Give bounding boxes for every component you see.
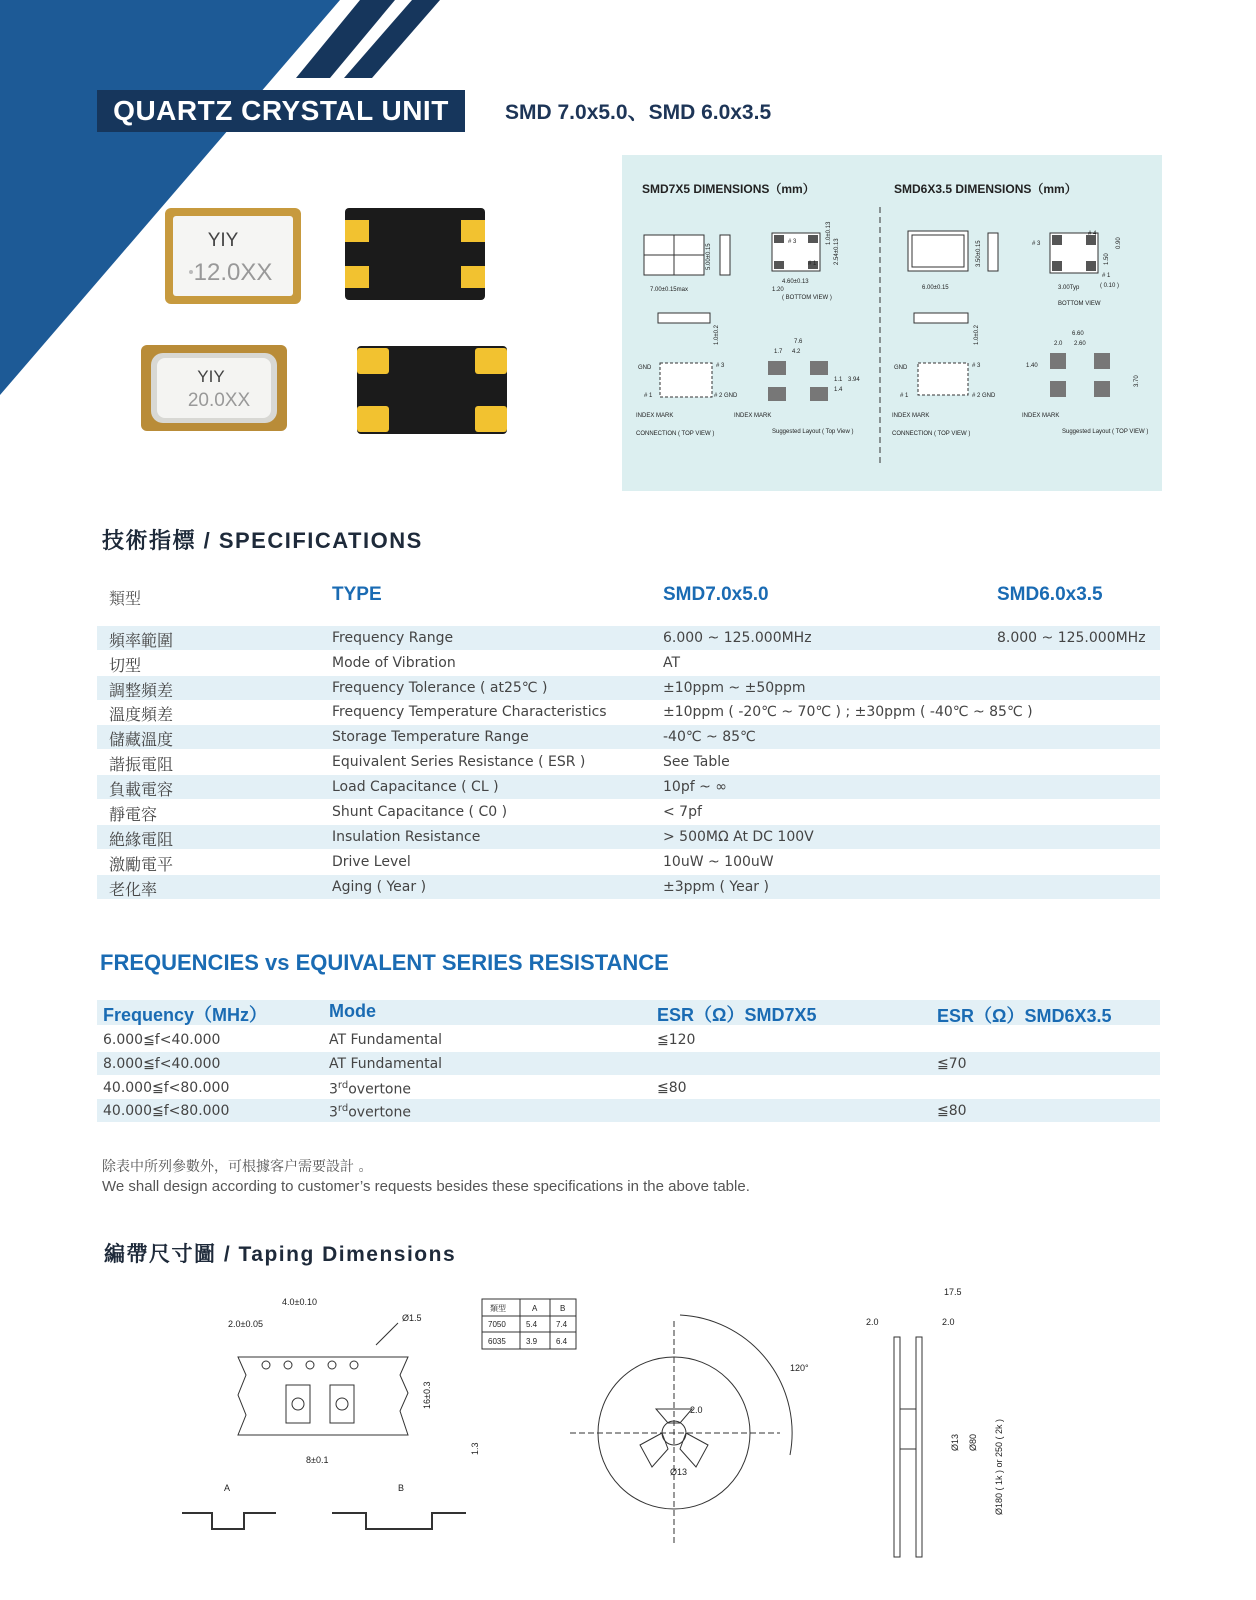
svg-text:2.0: 2.0 — [942, 1317, 955, 1327]
spec-row: 靜電容 Shunt Capacitance ( C0 ) < 7pf — [109, 804, 702, 824]
svg-text:B: B — [560, 1304, 566, 1313]
esr-row: 40.000≦f<80.000 3rdovertone ≦80 — [97, 1099, 1160, 1122]
svg-text:1.3: 1.3 — [470, 1442, 480, 1455]
spec-row: 絶緣電阻 Insulation Resistance > 500MΩ At DC 100V — [97, 825, 1160, 849]
esr-heading: FREQUENCIES vs EQUIVALENT SERIES RESISTANCE — [100, 950, 669, 975]
spec-row: 激勵電平 Drive Level 10uW ~ 100uW — [109, 854, 774, 874]
dim-right-title: SMD6X3.5 DIMENSIONS（mm） — [894, 182, 1077, 196]
svg-text:5.4: 5.4 — [526, 1320, 538, 1329]
svg-text:# 3: # 3 — [972, 363, 981, 369]
svg-text:CONNECTION ( TOP VIEW ): CONNECTION ( TOP VIEW ) — [636, 431, 715, 437]
svg-text:6035: 6035 — [488, 1337, 506, 1346]
svg-text:# 1: # 1 — [644, 393, 653, 399]
esr-header-row — [97, 1000, 1160, 1025]
svg-text:A: A — [224, 1483, 231, 1493]
page-subtitle: SMD 7.0x5.0、SMD 6.0x3.5 — [505, 101, 772, 124]
freq-label-1: 12.0XX — [193, 259, 273, 286]
svg-text:# 2 GND: # 2 GND — [714, 393, 738, 399]
spec-header-cn: 類型 — [109, 589, 142, 608]
svg-text:Suggested Layout ( Top View ): Suggested Layout ( Top View ) — [772, 429, 854, 435]
svg-text:1.0±0.13: 1.0±0.13 — [826, 221, 832, 245]
tape-cross-sections — [182, 1442, 480, 1529]
note-en: We shall design according to customer’s requests besides these specifications in the above table. — [102, 1178, 750, 1195]
page-title: QUARTZ CRYSTAL UNIT — [97, 90, 465, 132]
dim-left-title: SMD7X5 DIMENSIONS（mm） — [642, 182, 815, 196]
svg-text:GND: GND — [894, 365, 908, 371]
svg-text:GND: GND — [638, 365, 652, 371]
svg-text:# 3: # 3 — [1032, 241, 1041, 247]
brand-label-1: YIY — [207, 230, 239, 251]
reel-front-view — [570, 1315, 809, 1545]
spec-row: 頻率範圍 Frequency Range 6.000 ~ 125.000MHz 8.000 ~ 125.000MHz — [97, 626, 1160, 650]
svg-text:類型: 類型 — [490, 1304, 506, 1313]
svg-text:INDEX MARK: INDEX MARK — [636, 413, 674, 419]
dimensions-panel — [622, 155, 1162, 491]
esr-row: 8.000≦f<40.000 AT Fundamental ≦70 — [97, 1052, 1160, 1075]
svg-text:0.90: 0.90 — [1116, 237, 1122, 249]
crystal-top-view-2 — [141, 345, 287, 431]
spec-row: 老化率 Aging ( Year ) ±3ppm ( Year ) — [97, 875, 1160, 899]
svg-text:CONNECTION ( TOP VIEW ): CONNECTION ( TOP VIEW ) — [892, 431, 971, 437]
svg-text:2.60: 2.60 — [1074, 341, 1086, 347]
spec-row: 儲藏溫度 Storage Temperature Range -40℃ ~ 85℃ — [97, 725, 1160, 749]
svg-text:1.7: 1.7 — [774, 349, 783, 355]
svg-text:Ø1.5: Ø1.5 — [402, 1313, 422, 1323]
spec-header-smd6035: SMD6.0x3.5 — [997, 584, 1103, 605]
spec-row: 諧振電阻 Equivalent Series Resistance ( ESR ) See Table — [109, 754, 730, 774]
spec-header-smd7050: SMD7.0x5.0 — [663, 584, 769, 605]
svg-text:B: B — [398, 1483, 405, 1493]
freq-label-2: 20.0XX — [187, 390, 251, 411]
svg-text:2.0: 2.0 — [866, 1317, 879, 1327]
esr-col-mode: Mode — [329, 1001, 376, 1021]
specifications-heading: 技術指標 / SPECIFICATIONS — [102, 528, 423, 553]
svg-text:INDEX MARK: INDEX MARK — [734, 413, 772, 419]
svg-text:3.00Typ: 3.00Typ — [1058, 285, 1080, 291]
svg-text:7050: 7050 — [488, 1320, 506, 1329]
svg-text:# 3: # 3 — [716, 363, 725, 369]
svg-text:7.6: 7.6 — [794, 339, 803, 345]
esr-col-smd6x35: ESR（Ω）SMD6X3.5 — [937, 1006, 1112, 1026]
svg-text:3.50±0.15: 3.50±0.15 — [976, 240, 982, 267]
svg-text:Ø13: Ø13 — [950, 1433, 960, 1451]
svg-text:# 3: # 3 — [788, 239, 797, 245]
spec-header-type: TYPE — [332, 584, 382, 605]
svg-text:7.4: 7.4 — [556, 1320, 568, 1329]
svg-text:7.00±0.15max: 7.00±0.15max — [650, 287, 688, 293]
svg-text:INDEX MARK: INDEX MARK — [1022, 413, 1060, 419]
reel-side-view — [866, 1287, 1004, 1557]
esr-col-smd7x5: ESR（Ω）SMD7X5 — [657, 1005, 817, 1025]
product-photos — [135, 200, 535, 450]
svg-text:1.1: 1.1 — [834, 377, 843, 383]
svg-text:Suggested Layout ( TOP VIEW ): Suggested Layout ( TOP VIEW ) — [1062, 429, 1149, 435]
svg-text:1.40: 1.40 — [1026, 363, 1038, 369]
svg-text:# 1: # 1 — [808, 261, 817, 267]
taping-diagram — [180, 1285, 1040, 1585]
svg-text:INDEX MARK: INDEX MARK — [892, 413, 930, 419]
svg-text:8±0.1: 8±0.1 — [306, 1455, 329, 1465]
svg-text:4.2: 4.2 — [792, 349, 801, 355]
svg-text:5.00±0.15: 5.00±0.15 — [706, 243, 712, 270]
svg-text:4.60±0.13: 4.60±0.13 — [782, 279, 809, 285]
esr-row: 6.000≦f<40.000 AT Fundamental ≦120 — [103, 1032, 696, 1048]
svg-text:BOTTOM VIEW: BOTTOM VIEW — [1058, 301, 1101, 307]
svg-text:2.0±0.05: 2.0±0.05 — [228, 1319, 263, 1329]
svg-text:# 4: # 4 — [1088, 231, 1097, 237]
svg-text:1.0±0.2: 1.0±0.2 — [974, 325, 980, 345]
svg-text:1.0±0.2: 1.0±0.2 — [714, 325, 720, 345]
spec-row: 切型 Mode of Vibration AT — [109, 655, 681, 675]
svg-text:6.00±0.15: 6.00±0.15 — [922, 285, 949, 291]
svg-text:6.60: 6.60 — [1072, 331, 1084, 337]
esr-row: 40.000≦f<80.000 3rdovertone ≦80 — [103, 1080, 687, 1098]
svg-text:16±0.3: 16±0.3 — [422, 1381, 432, 1409]
svg-text:Ø13: Ø13 — [670, 1467, 688, 1477]
brand-label-2: YIY — [197, 367, 225, 386]
svg-text:( 0.10 ): ( 0.10 ) — [1100, 283, 1120, 289]
ab-table — [482, 1299, 576, 1349]
tape-top-view — [228, 1297, 432, 1465]
svg-text:2.0: 2.0 — [690, 1405, 703, 1415]
svg-text:# 2 GND: # 2 GND — [972, 393, 996, 399]
spec-row: 調整頻差 Frequency Tolerance ( at25℃ ) ±10ppm ~ ±50ppm — [97, 676, 1160, 700]
note-cn: 除表中所列參數外，可根據客户需要設計 。 — [102, 1159, 373, 1175]
svg-text:4.0±0.10: 4.0±0.10 — [282, 1297, 317, 1307]
svg-text:# 1: # 1 — [1102, 273, 1111, 279]
taping-heading: 編帶尺寸圖 / Taping Dimensions — [104, 1243, 457, 1266]
svg-text:# 1: # 1 — [900, 393, 909, 399]
svg-text:2.54±0.13: 2.54±0.13 — [834, 238, 840, 265]
svg-text:1.4: 1.4 — [834, 387, 843, 393]
esr-col-frequency: Frequency（MHz） — [103, 1005, 268, 1025]
svg-text:( BOTTOM VIEW ): ( BOTTOM VIEW ) — [782, 295, 832, 301]
svg-text:6.4: 6.4 — [556, 1337, 568, 1346]
svg-text:A: A — [532, 1304, 538, 1313]
svg-text:3.94: 3.94 — [848, 377, 860, 383]
spec-header-row — [97, 584, 1160, 612]
spec-row: 溫度頻差 Frequency Temperature Characteristics ±10ppm ( -20℃ ~ 70℃ ) ; ±30ppm ( -40℃ ~ 85℃ ) — [109, 704, 1033, 724]
spec-row: 負載電容 Load Capacitance ( CL ) 10pf ~ ∞ — [97, 775, 1160, 799]
svg-text:1.50: 1.50 — [1104, 253, 1110, 265]
crystal-bottom-view-2 — [357, 346, 507, 434]
crystal-bottom-view-1 — [345, 208, 485, 300]
svg-text:120°: 120° — [790, 1363, 809, 1373]
svg-text:17.5: 17.5 — [944, 1287, 962, 1297]
svg-text:1.20: 1.20 — [772, 287, 784, 293]
svg-text:3.9: 3.9 — [526, 1337, 538, 1346]
svg-text:Ø80: Ø80 — [968, 1433, 978, 1451]
svg-text:2.0: 2.0 — [1054, 341, 1063, 347]
crystal-top-view-1 — [165, 208, 301, 304]
svg-text:Ø180 ( 1k ) or 250 ( 2k ): Ø180 ( 1k ) or 250 ( 2k ) — [994, 1418, 1004, 1515]
svg-text:3.70: 3.70 — [1134, 375, 1140, 387]
